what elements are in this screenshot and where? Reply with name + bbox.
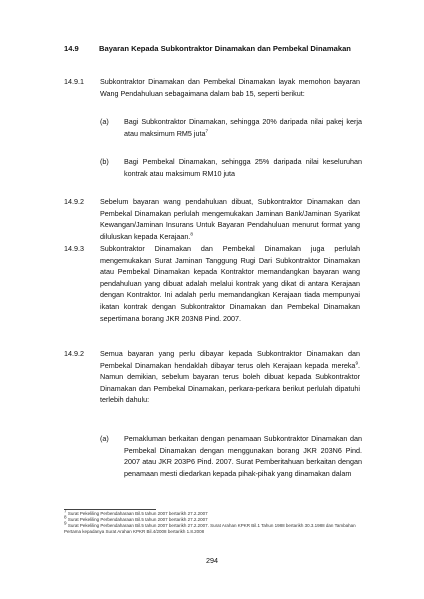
footnote-text: Surat Pekeliling Perbendaharaan Bil.5 tahun 2007 bertarikh 27.2.2007 [67, 517, 208, 522]
item-text-content: Bagi Subkontraktor Dinamakan, sehingga 20% daripada nilai pakej kerja atau maksimum RM5 juta [124, 117, 362, 138]
section-heading [64, 44, 374, 54]
paragraph-number: 14.9.2 [64, 349, 84, 358]
footnote-ref: 8 [190, 231, 193, 237]
footnote-9 [64, 520, 364, 535]
paragraph-number: 14.9.2 [64, 197, 84, 206]
footnote-mark: 7 [64, 508, 67, 514]
footnotes [64, 508, 364, 535]
paragraph-text: Subkontraktor Dinamakan dan Pembekal Dinamakan layak memohon bayaran Wang Pendahuluan sebagaimana dalam bab 15, seperti berikut: [100, 77, 360, 98]
footnote-mark: 8 [64, 514, 67, 520]
footnote-mark: 9 [64, 520, 67, 526]
item-label: (a) [100, 117, 109, 126]
paragraph-number: 14.9.1 [64, 77, 84, 86]
item-text [124, 116, 362, 139]
item-label: (b) [100, 157, 109, 166]
section-number: 14.9 [64, 44, 79, 53]
section-title: Bayaran Kepada Subkontraktor Dinamakan dan Pembekal Dinamakan [99, 44, 351, 53]
footnote-text: Surat Pekeliling Perbendaharaan Bil.5 tahun 2007 bertarikh 27.2.2007 [67, 511, 208, 516]
footnote-ref: 7 [205, 128, 209, 134]
footnote-divider [64, 509, 156, 510]
paragraph-text: Subkontraktor Dinamakan dan Pembekal Dinamakan juga perlulah mengemukakan Surat Jaminan Tanggung Rugi Dari Subkontraktor Dinamakan atau Pembekal Dinamakan kepada Kontraktor memandangkan bayaran wang pendahuluan yang dibuat adalah melalui kontrak yang dikat di antara Kerajaan dengan Kontraktor. Ini adalah perlu memandangkan Kerajaan tiada mempunyai ikatan kontrak dengan Subkontraktor Dinamakan dan Pembekal Dinamakan sepertimana borang JKR 203N8 Pind. 2007. [100, 244, 360, 323]
paragraph-text [100, 348, 360, 406]
paragraph-text-start: Semua bayaran yang perlu dibayar kepada Subkontraktor Dinamakan dan Pembekal Dinamakan hendaklah dibayar terus oleh Kerajaan kepada mereka [100, 349, 360, 370]
paragraph-number: 14.9.3 [64, 244, 84, 253]
footnote-ref: 9 [355, 360, 358, 366]
page-number: 294 [206, 556, 218, 565]
paragraph-text-end: . Namun demikian, sebelum bayaran terus boleh dibuat kepada Subkontraktor Dinamakan dan Pembekal Dinamakan, perkara-perkara berikut perlulah dipatuhi terlebih dahulu: [100, 360, 360, 405]
item-text: Bagi Pembekal Dinamakan, sehingga 25% daripada nilai keseluruhan kontrak atau maksimum RM10 juta [124, 157, 362, 178]
paragraph-text-content: Sebelum bayaran wang pendahuluan dibuat, Subkontraktor Dinamakan dan Pembekal Dinamakan perlulah mengemukakan Jaminan Bank/Jaminan Syarikat Kewangan/Jaminan Insurans Untuk Bayaran Pendahuluan menurut format yang diluluskan kepada Kerajaan. [100, 197, 360, 241]
paragraph-text [100, 196, 360, 242]
item-text: Pemakluman berkaitan dengan penamaan Subkontraktor Dinamakan dan Pembekal Dinamakan dengan menggunakan borang JKR 203N6 Pind. 2007 atau JKR 203P6 Pind. 2007. Surat Pemberitahuan berkaitan dengan penamaan mesti diedarkan kepada pihak-pihak yang dinamakan dalam [124, 434, 362, 478]
footnote-text: Surat Pekeliling Perbendaharaan Bil.5 tahun 2007 bertarikh 27.2.2007. Surat Arahan KPKR Bil.1 Tahun 1988 bertarikh 30.3.1988 dan Tambahan Pertama kepadanya Surat Arahan KPKR Bil.4/2008 bertarikh 1.8.2008 [64, 523, 356, 534]
item-label: (a) [100, 434, 109, 443]
